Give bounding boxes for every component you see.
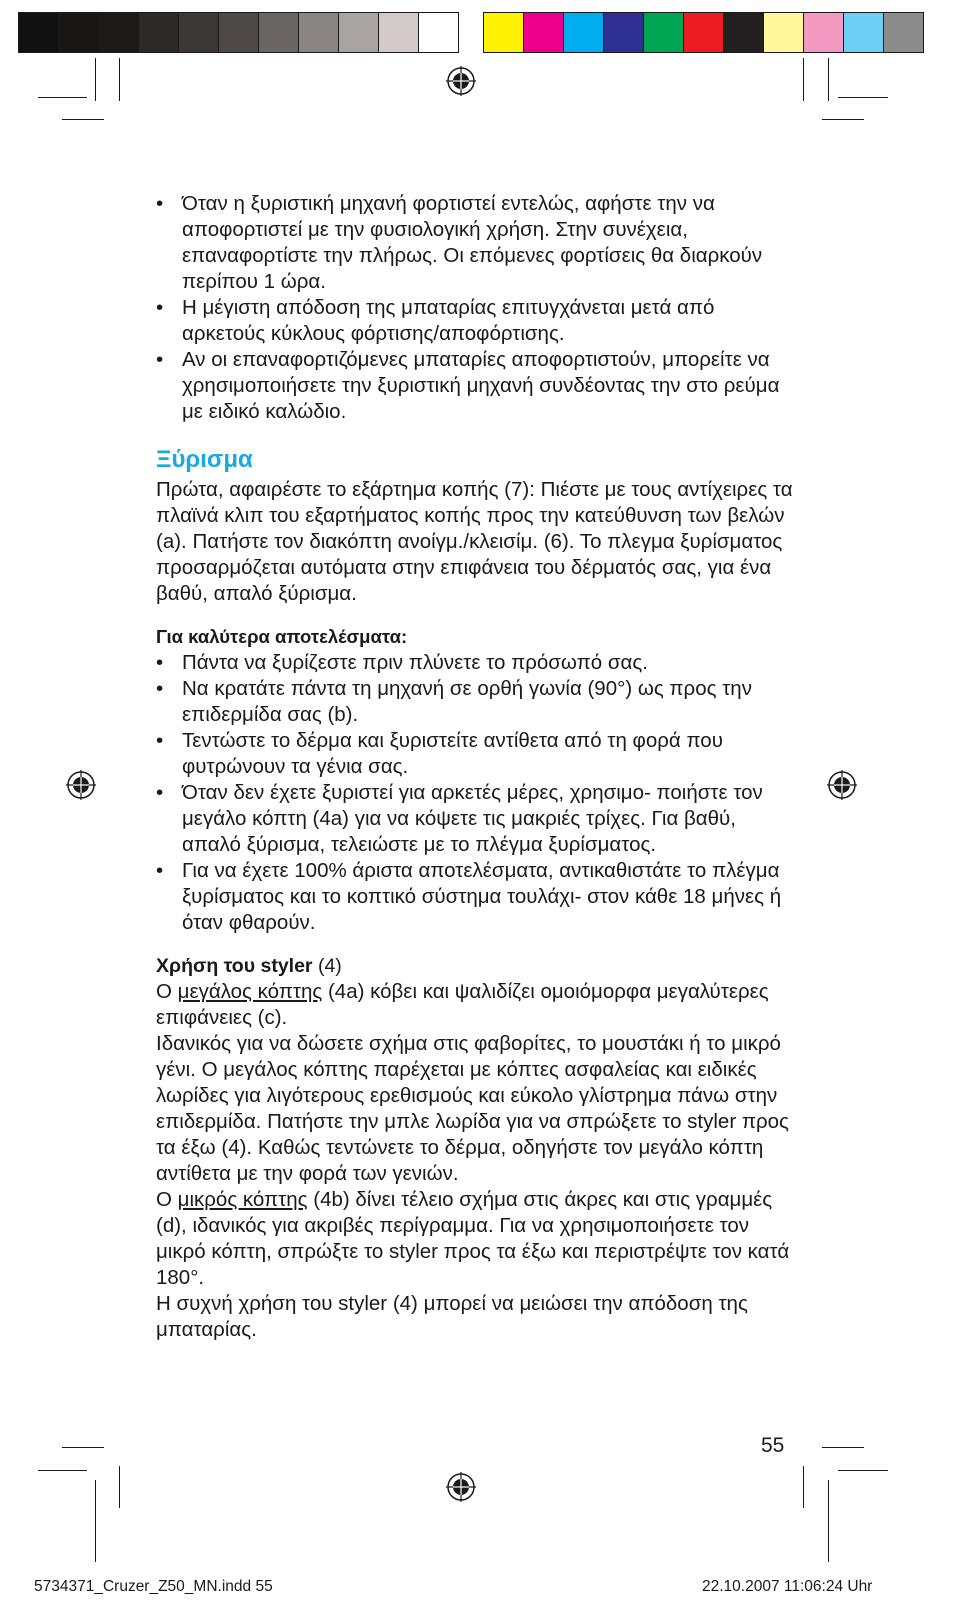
- styler-heading: [156, 953, 796, 979]
- charging-tips-list: [156, 191, 796, 425]
- color-swatch: [98, 12, 139, 53]
- registration-mark-icon: [827, 770, 857, 800]
- list-item: • Η μέγιστη απόδοση της μπαταρίας επιτυγχάνεται μετά από αρκετούς κύκλους φόρτισης/αποφόρτισης.: [156, 295, 796, 347]
- crop-mark: [828, 1480, 829, 1562]
- crop-mark: [803, 1466, 804, 1508]
- crop-mark: [838, 97, 888, 98]
- crop-mark: [62, 119, 104, 120]
- crop-mark: [95, 1480, 96, 1562]
- crop-mark: [38, 97, 87, 98]
- crop-mark: [62, 1447, 104, 1448]
- crop-mark: [822, 119, 864, 120]
- page-content: [156, 191, 796, 1343]
- color-swatch: [643, 12, 684, 53]
- color-swatch: [723, 12, 764, 53]
- styler-paragraph-battery-note: Η συχνή χρήση του styler (4) μπορεί να μειώσει την απόδοση της μπαταρίας.: [156, 1292, 748, 1341]
- list-item: • Αν οι επαναφορτιζόμενες μπαταρίες αποφορτιστούν, μπορείτε να χρησιμοποιήσετε την ξυριστική μηχανή συνδέοντας την στο ρεύμα με ειδικό καλώδιο.: [156, 347, 796, 425]
- text-span: Ο: [156, 1188, 178, 1211]
- list-item: • Όταν δεν έχετε ξυριστεί για αρκετές μέρες, χρησιμο- ποιήστε τον μεγάλο κόπτη (4a) για να κόψετε τις μακριές τρίχες. Για βαθύ, απαλό ξύρισμα, τελειώστε με το πλέγμα ξυρίσματος.: [156, 780, 796, 858]
- text-span: (4b) δίνει τέλειο σχήμα στις άκρες και στις γραμμές (d), ιδανικός για ακριβές περίγραμμα. Για να χρησιμοποιήσετε τον μικρό κόπτη, σπρώξτε το styler προς τα έξω και περιστρέψτε τον κατά 180°.: [156, 1188, 790, 1289]
- crop-mark: [38, 1470, 87, 1471]
- color-swatch: [58, 12, 99, 53]
- list-item: • Για να έχετε 100% άριστα αποτελέσματα, αντικαθιστάτε το πλέγμα ξυρίσματος και το κοπτικό σύστημα τουλάχι- στον κάθε 18 μήνες ή όταν φθαρούν.: [156, 858, 796, 936]
- color-swatch: [138, 12, 179, 53]
- color-swatch: [258, 12, 299, 53]
- color-swatch: [378, 12, 419, 53]
- crop-mark: [119, 1466, 120, 1508]
- color-swatch: [803, 12, 844, 53]
- color-swatch: [843, 12, 884, 53]
- list-item: • Πάντα να ξυρίζεστε πριν πλύνετε το πρόσωπό σας.: [156, 650, 796, 676]
- styler-paragraph-large-cutter: [156, 979, 796, 1031]
- color-swatch: [603, 12, 644, 53]
- color-swatch: [523, 12, 564, 53]
- styler-paragraph-small-cutter: [156, 1187, 796, 1291]
- color-swatch: [418, 12, 459, 53]
- styler-heading-bold: Χρήση του styler: [156, 955, 313, 977]
- page-number: 55: [761, 1434, 785, 1457]
- crop-mark: [119, 58, 120, 101]
- list-item: • Όταν η ξυριστική μηχανή φορτιστεί εντελώς, αφήστε την να αποφορτιστεί με την φυσιολογική χρήση. Στην συνέχεια, επαναφορτίστε την πλήρως. Οι επόμενες φορτίσεις θα διαρκούν περίπου 1 ώρα.: [156, 191, 796, 295]
- registration-mark-icon: [446, 66, 476, 96]
- better-results-list: [156, 650, 796, 936]
- large-cutter-term: μεγάλος κόπτης: [177, 980, 323, 1003]
- crop-mark: [803, 58, 804, 101]
- section-heading-shaving: Ξύρισμα: [156, 446, 253, 473]
- registration-mark-icon: [446, 1472, 476, 1502]
- text-span: (4a) κόβει και ψαλιδίζει ομοιόμορφα μεγαλύτερες επιφάνειες (c).: [156, 980, 769, 1029]
- styler-heading-ref: (4): [312, 955, 342, 977]
- crop-mark: [828, 58, 829, 101]
- list-item: • Να κρατάτε πάντα τη μηχανή σε ορθή γωνία (90°) ως προς την επιδερμίδα σας (b).: [156, 676, 796, 728]
- list-item: • Τεντώστε το δέρμα και ξυριστείτε αντίθετα από τη φορά που φυτρώνουν τα γένια σας.: [156, 728, 796, 780]
- better-results-heading: Για καλύτερα αποτελέσματα:: [156, 626, 408, 647]
- color-swatch: [483, 12, 524, 53]
- text-span: Ο: [156, 980, 178, 1003]
- shaving-intro: Πρώτα, αφαιρέστε το εξάρτημα κοπής (7): Πιέστε με τους αντίχειρες τα πλαϊνά κλιπ του εξαρτήματος κοπής προς την κατεύθυνση των βελών (a). Πατήστε τον διακόπτη ανοίγμ./κλεισίμ. (6). Το πλεγμα ξυρίσματος προσαρμόζεται αυτόματα στην επιφάνεια του δέρματός σας, για ένα βαθύ, απαλό ξύρισμα.: [156, 478, 793, 605]
- small-cutter-term: μικρός κόπτης: [177, 1188, 308, 1211]
- color-swatch: [218, 12, 259, 53]
- color-swatch: [883, 12, 924, 53]
- grayscale-color-bar: [18, 12, 458, 53]
- registration-mark-icon: [66, 770, 96, 800]
- color-swatch: [338, 12, 379, 53]
- process-color-bar: [483, 12, 923, 53]
- footer-timestamp: 22.10.2007 11:06:24 Uhr: [702, 1578, 873, 1595]
- color-swatch: [763, 12, 804, 53]
- crop-mark: [95, 58, 96, 101]
- color-swatch: [563, 12, 604, 53]
- color-swatch: [683, 12, 724, 53]
- color-swatch: [18, 12, 59, 53]
- color-swatch: [298, 12, 339, 53]
- styler-paragraph-usage: Ιδανικός για να δώσετε σχήμα στις φαβορίτες, το μουστάκι ή το μικρό γένι. Ο μεγάλος κόπτης παρέχεται με κόπτες ασφαλείας και ειδικές λωρίδες για λιγότερους ερεθισμούς και εύκολο γλίστρημα πάνω στην επιδερμίδα. Πατήστε την μπλε λωρίδα για να σπρώξετε το styler προς τα έξω (4). Καθώς τεντώνετε το δέρμα, οδηγήστε τον μεγάλο κόπτη αντίθετα με την φορά των γενιών.: [156, 1032, 789, 1185]
- crop-mark: [838, 1470, 888, 1471]
- footer-file-info: 5734371_Cruzer_Z50_MN.indd 55: [34, 1578, 273, 1595]
- color-swatch: [178, 12, 219, 53]
- crop-mark: [822, 1447, 864, 1448]
